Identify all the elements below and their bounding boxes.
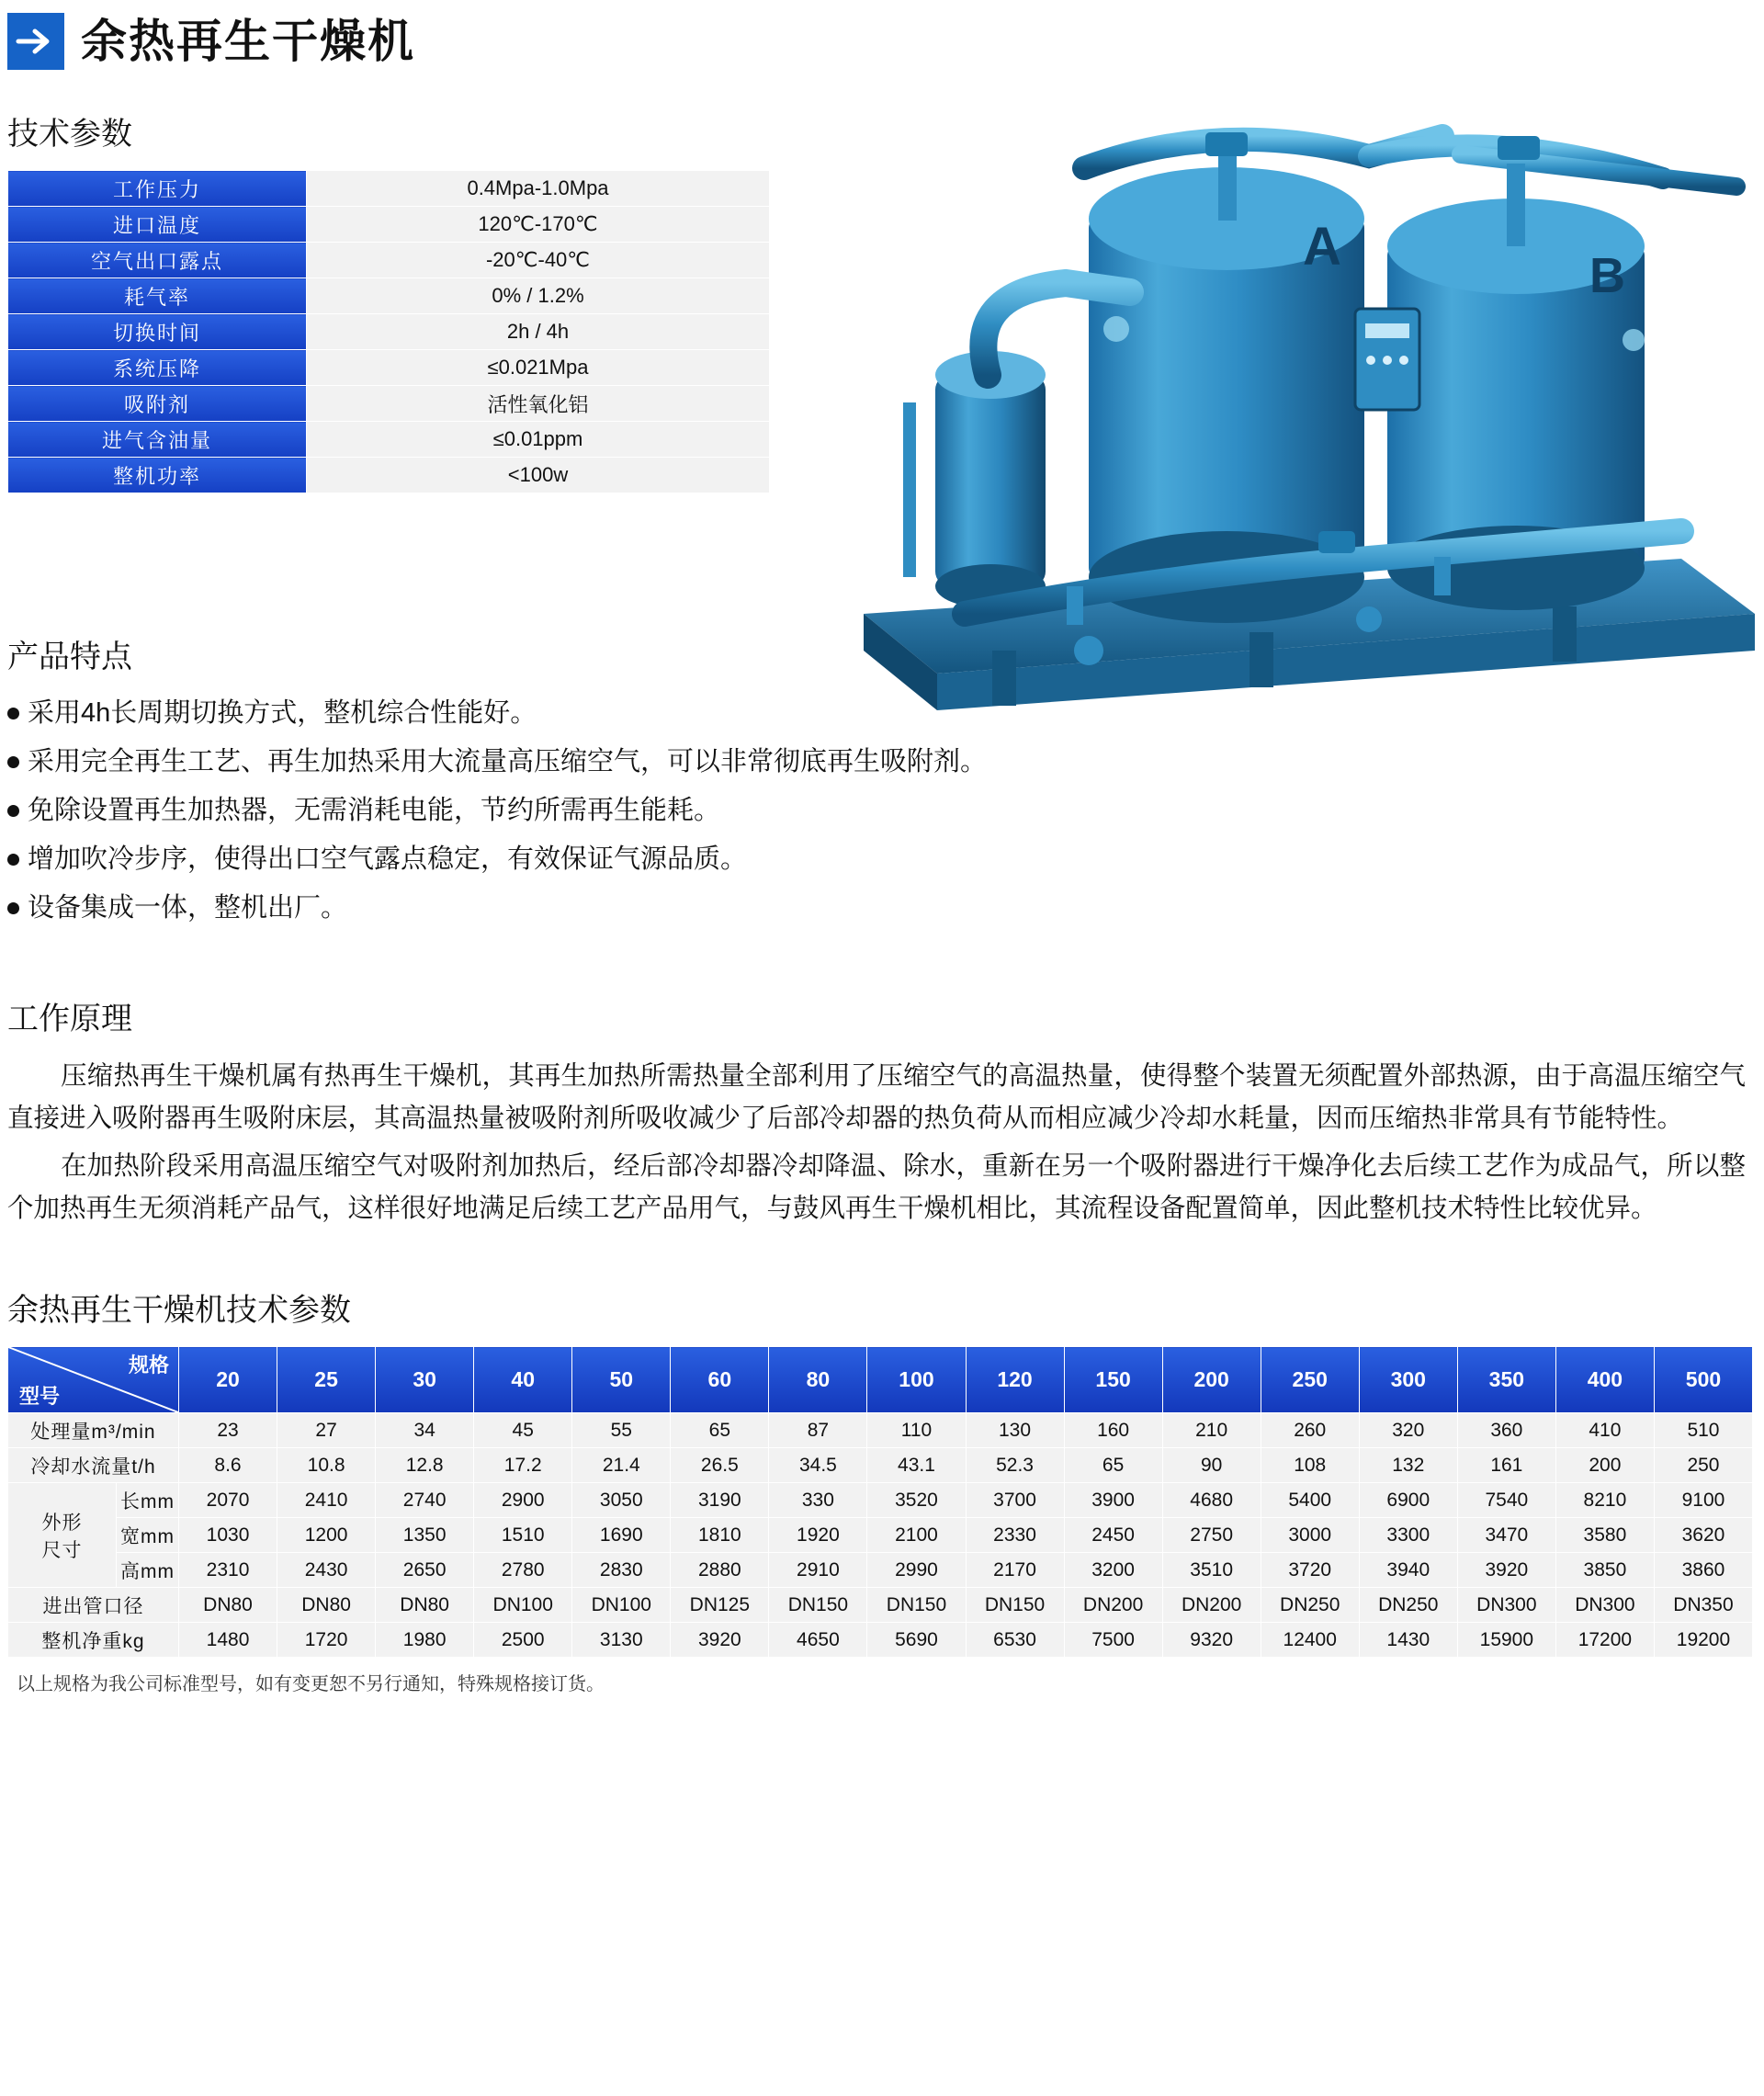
col-header: 250: [1261, 1347, 1359, 1413]
table-row: [8, 1553, 1753, 1588]
cell: 3190: [671, 1483, 769, 1518]
row-header: 冷却水流量t/h: [8, 1448, 179, 1483]
svg-text:A: A: [1303, 217, 1341, 277]
page-header: [0, 0, 1764, 75]
cell: 65: [671, 1413, 769, 1448]
spec-key: 进口温度: [8, 207, 307, 243]
cell: DN200: [1162, 1588, 1261, 1623]
page-title: 余热再生干燥机: [81, 16, 415, 67]
cell: 1720: [277, 1623, 376, 1658]
cell: 3850: [1555, 1553, 1654, 1588]
cell: 3940: [1359, 1553, 1457, 1588]
cell: 1690: [572, 1518, 671, 1553]
spec-key: 空气出口露点: [8, 243, 307, 278]
cell: 45: [474, 1413, 572, 1448]
arrow-right-icon: [7, 13, 64, 70]
col-header: 400: [1555, 1347, 1654, 1413]
cell: 65: [1064, 1448, 1162, 1483]
cell: 210: [1162, 1413, 1261, 1448]
col-header: 200: [1162, 1347, 1261, 1413]
row-header: 宽mm: [117, 1518, 179, 1553]
table-row: [8, 207, 770, 243]
list-item: [7, 839, 1764, 880]
bigtable-wrap: [0, 1346, 1764, 1695]
cell: 6530: [966, 1623, 1064, 1658]
cell: DN125: [671, 1588, 769, 1623]
cell: DN150: [769, 1588, 867, 1623]
cell: 2330: [966, 1518, 1064, 1553]
col-header: 50: [572, 1347, 671, 1413]
cell: 2170: [966, 1553, 1064, 1588]
spec-value: 120℃-170℃: [307, 207, 770, 243]
cell: 1810: [671, 1518, 769, 1553]
row-header: 长mm: [117, 1483, 179, 1518]
spec-value: 2h / 4h: [307, 314, 770, 350]
cell: 1980: [376, 1623, 474, 1658]
col-header: 150: [1064, 1347, 1162, 1413]
feature-text: 增加吹冷步序，使得出口空气露点稳定，有效保证气源品质。: [28, 844, 748, 874]
spec-key: 进气含油量: [8, 422, 307, 458]
cell: 7500: [1064, 1623, 1162, 1658]
col-header: 300: [1359, 1347, 1457, 1413]
cell: 2410: [277, 1483, 376, 1518]
cell: 3200: [1064, 1553, 1162, 1588]
principle-paragraph-1: 压缩热再生干燥机属有热再生干燥机，其再生加热所需热量全部利用了压缩空气的高温热量，使得整个装置无须配置外部热源，由于高温压缩空气直接进入吸附器再生吸附床层，其高温热量被吸附剂所吸收减少了后部冷却器的热负荷从而相应减少冷却水耗量，因而压缩热非常具有节能特性。: [7, 1060, 1746, 1133]
cell: DN100: [572, 1588, 671, 1623]
bigtable-section-title: 余热再生干燥机技术参数: [7, 1293, 351, 1329]
cell: 110: [867, 1413, 966, 1448]
spec-value: -20℃-40℃: [307, 243, 770, 278]
cell: 2310: [179, 1553, 277, 1588]
cell: 7540: [1457, 1483, 1555, 1518]
cell: 8210: [1555, 1483, 1654, 1518]
feature-text: 设备集成一体，整机出厂。: [28, 892, 348, 923]
cell: 160: [1064, 1413, 1162, 1448]
cell: 3580: [1555, 1518, 1654, 1553]
cell: 360: [1457, 1413, 1555, 1448]
row-header: 处理量m³/min: [8, 1413, 179, 1448]
bullet-icon: [7, 854, 19, 866]
technical-parameters-table: [7, 1346, 1753, 1658]
spec-key: 耗气率: [8, 278, 307, 314]
cell: DN250: [1261, 1588, 1359, 1623]
cell: 43.1: [867, 1448, 966, 1483]
cell: DN350: [1654, 1588, 1752, 1623]
cell: 3920: [671, 1623, 769, 1658]
cell: 23: [179, 1413, 277, 1448]
cell: 3300: [1359, 1518, 1457, 1553]
col-header: 500: [1654, 1347, 1752, 1413]
cell: 1200: [277, 1518, 376, 1553]
cell: 4680: [1162, 1483, 1261, 1518]
cell: 510: [1654, 1413, 1752, 1448]
spec-key: 系统压降: [8, 350, 307, 386]
cell: 4650: [769, 1623, 867, 1658]
dimension-group-label: 外形 尺寸: [8, 1483, 117, 1588]
cell: 2780: [474, 1553, 572, 1588]
spec-value: ≤0.01ppm: [307, 422, 770, 458]
list-item: [7, 888, 1764, 929]
cell: DN100: [474, 1588, 572, 1623]
cell: 9100: [1654, 1483, 1752, 1518]
col-header: 60: [671, 1347, 769, 1413]
table-row: [8, 422, 770, 458]
spec-value: <100w: [307, 458, 770, 493]
col-header: 120: [966, 1347, 1064, 1413]
spec-key: 切换时间: [8, 314, 307, 350]
cell: 1350: [376, 1518, 474, 1553]
cell: 3510: [1162, 1553, 1261, 1588]
cell: 2880: [671, 1553, 769, 1588]
cell: DN80: [179, 1588, 277, 1623]
cell: 5690: [867, 1623, 966, 1658]
table-header-row: [8, 1347, 1753, 1413]
cell: 17.2: [474, 1448, 572, 1483]
cell: 10.8: [277, 1448, 376, 1483]
corner-cell: [8, 1347, 179, 1413]
cell: 200: [1555, 1448, 1654, 1483]
col-header: 80: [769, 1347, 867, 1413]
cell: 3620: [1654, 1518, 1752, 1553]
row-header: 高mm: [117, 1553, 179, 1588]
bullet-icon: [7, 708, 19, 719]
table-row: [8, 1588, 1753, 1623]
cell: 2830: [572, 1553, 671, 1588]
spec-table-wrap: [0, 170, 772, 493]
bullet-icon: [7, 805, 19, 817]
cell: 130: [966, 1413, 1064, 1448]
cell: 19200: [1654, 1623, 1752, 1658]
cell: 3860: [1654, 1553, 1752, 1588]
cell: 2500: [474, 1623, 572, 1658]
spec-key: 吸附剂: [8, 386, 307, 422]
table-row: [8, 1483, 1753, 1518]
svg-text:B: B: [1589, 248, 1625, 303]
table-row: [8, 1413, 1753, 1448]
cell: 410: [1555, 1413, 1654, 1448]
col-header: 100: [867, 1347, 966, 1413]
cell: 2100: [867, 1518, 966, 1553]
cell: 3050: [572, 1483, 671, 1518]
cell: 250: [1654, 1448, 1752, 1483]
cell: 3720: [1261, 1553, 1359, 1588]
spec-value: 活性氧化铝: [307, 386, 770, 422]
feature-text: 采用4h长周期切换方式，整机综合性能好。: [28, 698, 537, 728]
col-header: 350: [1457, 1347, 1555, 1413]
corner-model-label: 型号: [19, 1385, 61, 1409]
bullet-icon: [7, 756, 19, 768]
cell: 3900: [1064, 1483, 1162, 1518]
cell: DN80: [277, 1588, 376, 1623]
cell: DN150: [966, 1588, 1064, 1623]
cell: 3700: [966, 1483, 1064, 1518]
cell: 12400: [1261, 1623, 1359, 1658]
cell: 2650: [376, 1553, 474, 1588]
table-row: [8, 278, 770, 314]
bullet-icon: [7, 902, 19, 914]
feature-text: 免除设置再生加热器，无需消耗电能，节约所需再生能耗。: [28, 795, 721, 825]
corner-spec-label: 规格: [128, 1354, 169, 1377]
cell: 3000: [1261, 1518, 1359, 1553]
spec-value: 0.4Mpa-1.0Mpa: [307, 171, 770, 207]
cell: 2740: [376, 1483, 474, 1518]
cell: DN250: [1359, 1588, 1457, 1623]
table-row: [8, 1448, 1753, 1483]
cell: 15900: [1457, 1623, 1555, 1658]
cell: 5400: [1261, 1483, 1359, 1518]
cell: DN300: [1457, 1588, 1555, 1623]
product-photo: [854, 99, 1755, 779]
table-footnote: 以上规格为我公司标准型号，如有变更恕不另行通知，特殊规格接订货。: [17, 1674, 605, 1695]
cell: 330: [769, 1483, 867, 1518]
table-row: [8, 1518, 1753, 1553]
table-row: [8, 171, 770, 207]
cell: 26.5: [671, 1448, 769, 1483]
cell: 132: [1359, 1448, 1457, 1483]
spec-table: [7, 170, 770, 493]
cell: DN150: [867, 1588, 966, 1623]
cell: 34: [376, 1413, 474, 1448]
cell: 2900: [474, 1483, 572, 1518]
cell: 55: [572, 1413, 671, 1448]
cell: 3130: [572, 1623, 671, 1658]
cell: 34.5: [769, 1448, 867, 1483]
table-row: [8, 350, 770, 386]
spec-value: ≤0.021Mpa: [307, 350, 770, 386]
spec-section-title: 技术参数: [7, 117, 132, 152]
table-row: [8, 314, 770, 350]
table-row: [8, 1623, 1753, 1658]
cell: 9320: [1162, 1623, 1261, 1658]
principle-section-title: 工作原理: [7, 1001, 132, 1037]
principle-paragraph-2: 在加热阶段采用高温压缩空气对吸附剂加热后，经后部冷却器冷却降温、除水，重新在另一个吸附器进行干燥净化去后续工艺作为成品气，所以整个加热再生无须消耗产品气，这样很好地满足后续工艺产品用气，与鼓风再生干燥机相比，其流程设备配置简单，因此整机技术特性比较优异。: [7, 1151, 1746, 1224]
cell: 2750: [1162, 1518, 1261, 1553]
spec-key: 工作压力: [8, 171, 307, 207]
cell: 6900: [1359, 1483, 1457, 1518]
cell: 1430: [1359, 1623, 1457, 1658]
row-header: 整机净重kg: [8, 1623, 179, 1658]
cell: 260: [1261, 1413, 1359, 1448]
cell: 1030: [179, 1518, 277, 1553]
cell: 21.4: [572, 1448, 671, 1483]
cell: 2450: [1064, 1518, 1162, 1553]
col-header: 30: [376, 1347, 474, 1413]
cell: 52.3: [966, 1448, 1064, 1483]
cell: 2430: [277, 1553, 376, 1588]
cell: 90: [1162, 1448, 1261, 1483]
top-section: [0, 108, 1764, 493]
cell: 320: [1359, 1413, 1457, 1448]
spec-value: 0% / 1.2%: [307, 278, 770, 314]
cell: 2990: [867, 1553, 966, 1588]
cell: 2910: [769, 1553, 867, 1588]
cell: 27: [277, 1413, 376, 1448]
feature-text: 采用完全再生工艺、再生加热采用大流量高压缩空气，可以非常彻底再生吸附剂。: [28, 746, 988, 776]
spec-key: 整机功率: [8, 458, 307, 493]
col-header: 40: [474, 1347, 572, 1413]
cell: DN200: [1064, 1588, 1162, 1623]
list-item: [7, 790, 1764, 832]
cell: 17200: [1555, 1623, 1654, 1658]
cell: DN80: [376, 1588, 474, 1623]
cell: 87: [769, 1413, 867, 1448]
cell: 1480: [179, 1623, 277, 1658]
cell: 161: [1457, 1448, 1555, 1483]
cell: 3470: [1457, 1518, 1555, 1553]
cell: 1920: [769, 1518, 867, 1553]
col-header: 20: [179, 1347, 277, 1413]
cell: 2070: [179, 1483, 277, 1518]
table-row: [8, 386, 770, 422]
table-row: [8, 458, 770, 493]
col-header: 25: [277, 1347, 376, 1413]
cell: DN300: [1555, 1588, 1654, 1623]
cell: 3520: [867, 1483, 966, 1518]
cell: 12.8: [376, 1448, 474, 1483]
cell: 1510: [474, 1518, 572, 1553]
cell: 8.6: [179, 1448, 277, 1483]
table-row: [8, 243, 770, 278]
features-section-title: 产品特点: [7, 640, 132, 674]
cell: 108: [1261, 1448, 1359, 1483]
cell: 3920: [1457, 1553, 1555, 1588]
row-header: 进出管口径: [8, 1588, 179, 1623]
